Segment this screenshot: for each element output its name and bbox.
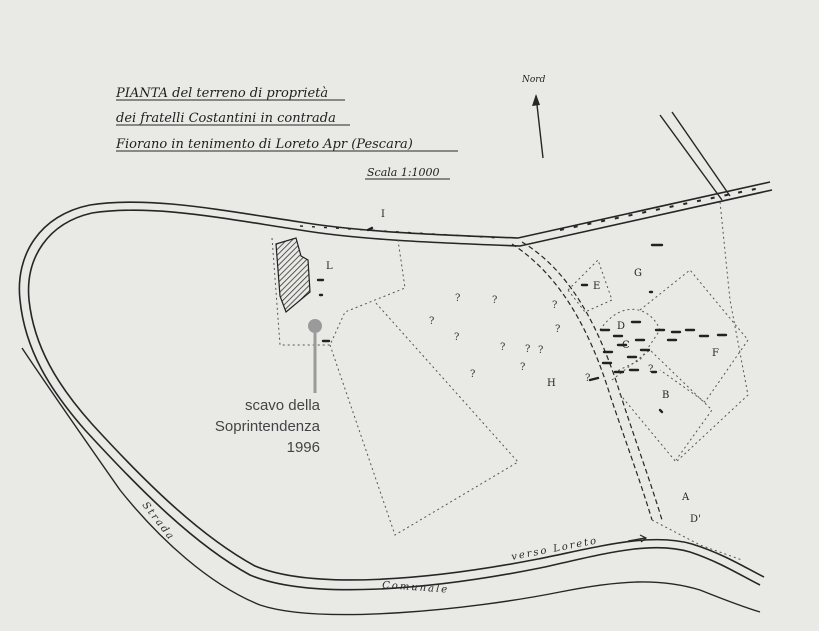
question-mark: ? — [455, 293, 461, 304]
zone-label-h: H — [547, 378, 556, 389]
question-mark: ? — [552, 300, 558, 311]
question-mark: ? — [585, 373, 591, 384]
zone-label-a: A — [682, 492, 690, 503]
scale-label: Scala 1:1000 — [367, 166, 440, 179]
question-mark: ? — [500, 342, 506, 353]
annotation-line-3: 1996 — [286, 439, 320, 456]
zone-label-i: I — [381, 209, 385, 220]
road-label-verso-loreto: verso Loreto — [510, 535, 600, 563]
question-mark: ? — [454, 332, 460, 343]
title-line-3: Fiorano in tenimento di Loreto Apr (Pescara) — [116, 137, 413, 152]
road-label-strada: Strada — [139, 500, 177, 544]
zone-label-c: C — [622, 340, 630, 351]
zone-label-e: E — [593, 281, 601, 292]
zone-label-d-prime: D' — [690, 514, 701, 525]
zone-label-b: B — [662, 390, 670, 401]
annotation-line-1: scavo della — [244, 397, 320, 414]
zone-label-l: L — [326, 261, 333, 272]
question-mark: ? — [538, 345, 544, 356]
question-mark: ? — [648, 364, 654, 375]
question-mark: ? — [492, 295, 498, 306]
question-mark: ? — [520, 362, 526, 373]
question-mark: ? — [525, 344, 531, 355]
title-line-2: dei fratelli Costantini in contrada — [116, 111, 336, 126]
excavation-dot — [308, 319, 322, 333]
question-mark: ? — [555, 324, 561, 335]
zone-label-d: D — [617, 321, 626, 332]
zone-label-g: G — [634, 268, 642, 279]
title-line-1: PIANTA del terreno di proprietà — [116, 86, 329, 101]
north-label: Nord — [522, 75, 546, 85]
question-mark: ? — [429, 316, 435, 327]
question-mark: ? — [470, 369, 476, 380]
zone-label-f: F — [712, 348, 719, 359]
annotation-line-2: Soprintendenza — [214, 418, 320, 435]
road-label-comunale: Comunale — [381, 580, 450, 596]
